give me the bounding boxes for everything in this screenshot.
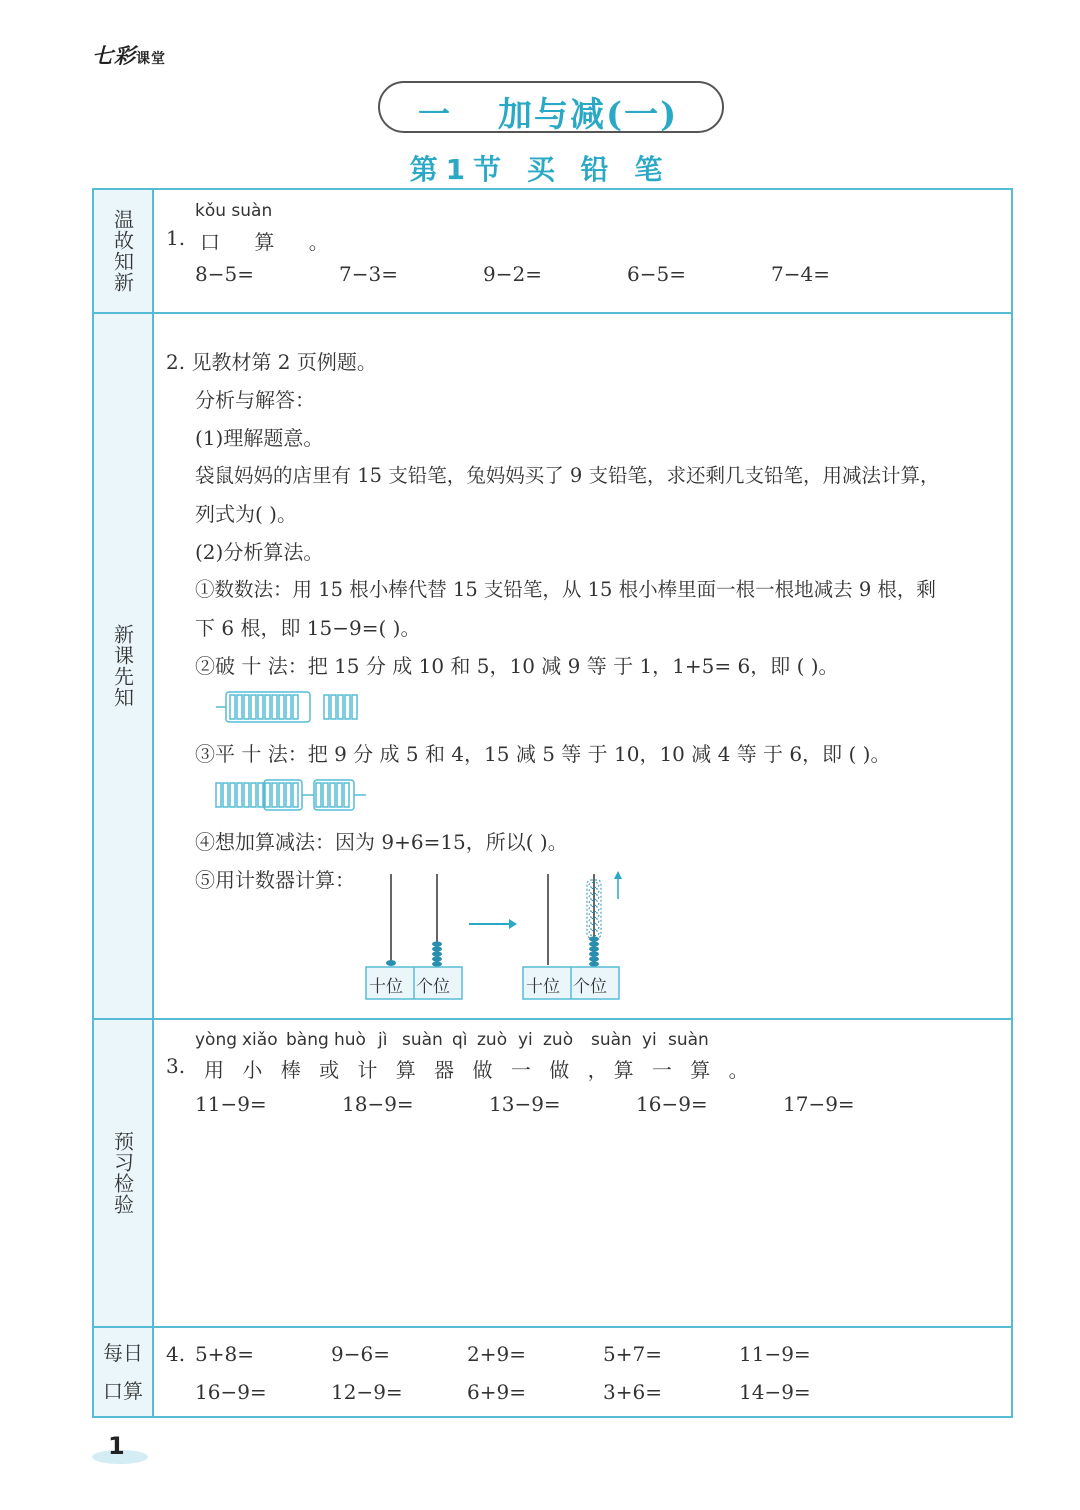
q1-title: 口 算 。 (200, 230, 343, 254)
daily-sidebar (94, 1328, 154, 1416)
q2-line-2: 分析与解答： (195, 388, 315, 412)
abacus-after-tens: 十位 (526, 977, 560, 997)
q1-item-5: 7−4= (771, 262, 830, 286)
newlesson-row (94, 314, 1011, 1020)
chapter-banner (378, 81, 724, 133)
q3-number: 3. (166, 1054, 186, 1078)
q4-r1-item-3: 2+9= (467, 1342, 526, 1366)
daily-label-line-2: 口算 (103, 1379, 143, 1403)
q3-pinyin-12: yi (642, 1030, 657, 1050)
q3-pinyin-6: suàn (402, 1030, 443, 1050)
q4-r2-item-1: 16−9= (195, 1380, 267, 1404)
q4-r2-item-4: 3+6= (603, 1380, 662, 1404)
q4-r1-item-1: 5+8= (195, 1342, 254, 1366)
q3-item-4: 16−9= (636, 1092, 708, 1116)
q3-pinyin-3: bàng (286, 1030, 329, 1050)
q1-item-2: 7−3= (339, 262, 398, 286)
preview-label: 预习检验 (110, 1131, 135, 1215)
abacus-before-tens: 十位 (369, 977, 403, 997)
q4-r1-item-5: 11−9= (739, 1342, 811, 1366)
q3-pinyin-13: suàn (668, 1030, 709, 1050)
q2-line-5: 列式为( )。 (195, 502, 297, 526)
q1-item-1: 8−5= (195, 262, 254, 286)
q3-pinyin-10: zuò (543, 1030, 574, 1050)
abacus-before-ones: 个位 (416, 977, 450, 997)
q4-r2-item-2: 12−9= (331, 1380, 403, 1404)
q1-item-3: 9−2= (483, 262, 542, 286)
sticks-method-3 (214, 777, 374, 817)
newlesson-label: 新课先知 (110, 624, 135, 708)
q3-item-2: 18−9= (342, 1092, 414, 1116)
q3-pinyin-2: xiǎo (242, 1030, 278, 1050)
transition-arrow-icon (467, 914, 517, 934)
review-row (94, 190, 1011, 314)
q1-pinyin: kǒu suàn (195, 201, 273, 221)
q4-r2-item-3: 6+9= (467, 1380, 526, 1404)
q3-pinyin-1: yòng (195, 1030, 238, 1050)
newlesson-sidebar (94, 314, 154, 1018)
q2-line-12: ⑤用计数器计算： (195, 868, 355, 892)
q3-pinyin-9: yi (518, 1030, 533, 1050)
q3-pinyin-11: suàn (591, 1030, 632, 1050)
section-title: 第1节 买 铅 笔 (409, 153, 671, 186)
preview-sidebar (94, 1020, 154, 1326)
daily-label-line-1: 每日 (103, 1341, 143, 1365)
q2-line-10: ③平 十 法：把 9 分 成 5 和 4，15 减 5 等 于 10，10 减 4 等 于 6，即 ( )。 (195, 742, 891, 766)
chapter-title: 加与减(一) (498, 95, 679, 135)
q3-pinyin-8: zuò (477, 1030, 508, 1050)
q4-r1-item-2: 9−6= (331, 1342, 390, 1366)
q2-line-3: (1)理解题意。 (195, 426, 324, 450)
q2-line-9: ②破 十 法：把 15 分 成 10 和 5，10 减 9 等 于 1，1+5= 6，即 ( )。 (195, 654, 839, 678)
sticks-method-2 (216, 689, 376, 729)
page-number: 1 (108, 1432, 125, 1460)
q2-line-1: 2. 见教材第 2 页例题。 (166, 350, 377, 374)
q2-line-8: 下 6 根，即 15−9=( )。 (195, 616, 421, 640)
q3-pinyin-7: qì (452, 1030, 468, 1050)
q3-item-1: 11−9= (195, 1092, 267, 1116)
preview-row (94, 1020, 1011, 1328)
q4-r2-item-5: 14−9= (739, 1380, 811, 1404)
q3-pinyin-4: huò (334, 1030, 366, 1050)
review-sidebar (94, 190, 154, 312)
worksheet-frame (92, 188, 1013, 1418)
q1-number: 1. (166, 226, 186, 250)
abacus-after-ones: 个位 (573, 977, 607, 997)
q4-r1-item-4: 5+7= (603, 1342, 662, 1366)
q4-number: 4. (166, 1342, 186, 1366)
q3-pinyin-5: jì (378, 1030, 388, 1050)
q1-item-4: 6−5= (627, 262, 686, 286)
q2-line-11: ④想加算减法：因为 9+6=15，所以( )。 (195, 830, 568, 854)
daily-row (94, 1328, 1011, 1416)
q2-line-4: 袋鼠妈妈的店里有 15 支铅笔，兔妈妈买了 9 支铅笔，求还剩几支铅笔，用减法计算， (195, 464, 940, 487)
review-label: 温故知新 (110, 209, 135, 293)
q3-item-5: 17−9= (783, 1092, 855, 1116)
q2-line-7: ①数数法：用 15 根小棒代替 15 支铅笔，从 15 根小棒里面一根一根地减去 9 根，剩 (195, 578, 936, 601)
q2-line-6: (2)分析算法。 (195, 540, 324, 564)
brand-logo: 七彩课堂 (92, 43, 166, 68)
chapter-number: 一 (418, 95, 451, 133)
q3-title: 用 小 棒 或 计 算 器 做 一 做 ，算 一 算 。 (204, 1058, 755, 1082)
q3-item-3: 13−9= (489, 1092, 561, 1116)
